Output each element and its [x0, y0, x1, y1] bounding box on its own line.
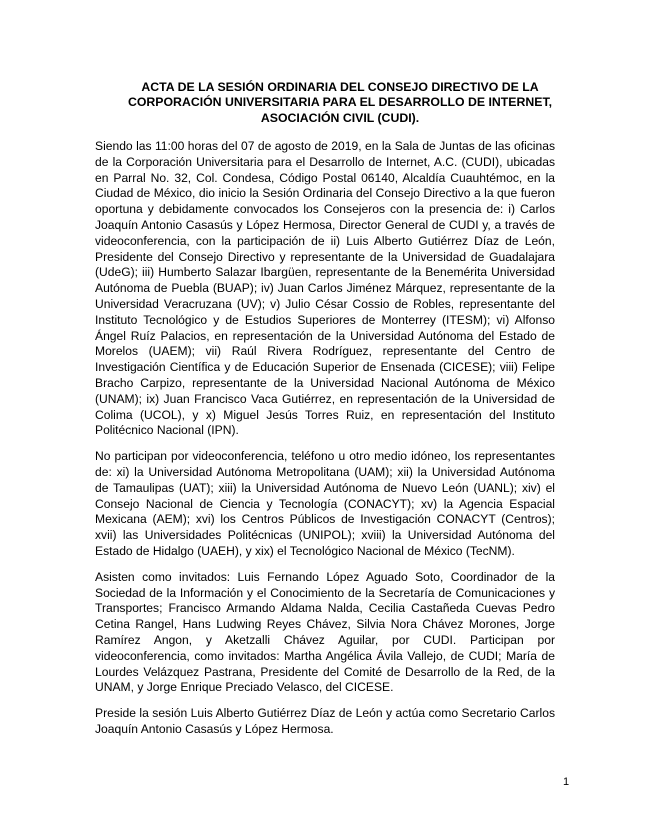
- paragraph-presiding: Preside la sesión Luis Alberto Gutiérrez Díaz de León y actúa como Secretario Carlos Joaquín Antonio Casasús y López Hermosa.: [95, 706, 555, 736]
- document-title: ACTA DE LA SESIÓN ORDINARIA DEL CONSEJO DIRECTIVO DE LA CORPORACIÓN UNIVERSITARIA PARA EL DESARROLLO DE INTERNET, ASOCIACIÓN CIVIL (CUDI).: [127, 80, 553, 125]
- paragraph-absentees: No participan por videoconferencia, teléfono u otro medio idóneo, los representantes de: xi) la Universidad Autónoma Metropolitana (UAM); xii) la Universidad Autónoma de Tamaulipas (UAT); xiii) la Universidad Autónoma de Nuevo León (UANL); xiv) el Consejo Nacional de Ciencia y Tecnología (CONACYT); xv) la Agencia Espacial Mexicana (AEM); xvi) los Centros Públicos de Investigación CONACYT (Centros); xvii) las Universidades Politécnicas (UNIPOL); xviii) la Universidad Autónoma del Estado de Hidalgo (UAEH), y xix) el Tecnológico Nacional de México (TecNM).: [95, 449, 555, 558]
- page-number: 1: [563, 776, 570, 788]
- paragraph-attendees: Siendo las 11:00 horas del 07 de agosto de 2019, en la Sala de Juntas de las oficinas de la Corporación Universitaria para el Desarrollo de Internet, A.C. (CUDI), ubicadas en Parral No. 32, Col. Condesa, Código Postal 06140, Alcaldía Cuauhtémoc, en la Ciudad de México, dio inicio la Sesión Ordinaria del Consejo Directivo a la que fueron oportuna y debidamente convocados los Consejeros con la presencia de: i) Carlos Joaquín Antonio Casasús y López Hermosa, Director General de CUDI y, a través de videoconferencia, con la participación de ii) Luis Alberto Gutiérrez Díaz de León, Presidente del Consejo Directivo y representante de la Universidad de Guadalajara (UdeG); iii) Humberto Salazar Ibargüen, representante de la Benemérita Universidad Autónoma de Puebla (BUAP); iv) Juan Carlos Jiménez Márquez, representante de la Universidad Veracruzana (UV); v) Julio César Cossio de Robles, representante del Instituto Tecnológico y de Estudios Superiores de Monterrey (ITESM); vi) Alfonso Ángel Ruíz Palacios, en representación de la Universidad Autónoma del Estado de Morelos (UAEM); vii) Raúl Rivera Rodríguez, representante del Centro de Investigación Científica y de Educación Superior de Ensenada (CICESE); viii) Felipe Bracho Carpizo, representante de la Universidad Nacional Autónoma de México (UNAM); ix) Juan Francisco Vaca Gutiérrez, en representación de la Universidad de Colima (UCOL), y x) Miguel Jesús Torres Ruiz, en representación del Instituto Politécnico Nacional (IPN).: [95, 139, 555, 438]
- document-body: [95, 139, 555, 748]
- paragraph-guests: Asisten como invitados: Luis Fernando López Aguado Soto, Coordinador de la Sociedad de la Información y el Conocimiento de la Secretaría de Comunicaciones y Transportes; Francisco Armando Aldama Nalda, Cecilia Castañeda Cuevas Pedro Cetina Rangel, Hans Ludwing Reyes Chávez, Silvia Nora Chávez Morones, Jorge Ramírez Angon, y Aketzalli Chávez Aguilar, por CUDI. Participan por videoconferencia, como invitados: Martha Angélica Ávila Vallejo, de CUDI; María de Lourdes Velázquez Pastrana, Presidente del Comité de Desarrollo de la Red, de la UNAM, y Jorge Enrique Preciado Velasco, del CICESE.: [95, 569, 555, 695]
